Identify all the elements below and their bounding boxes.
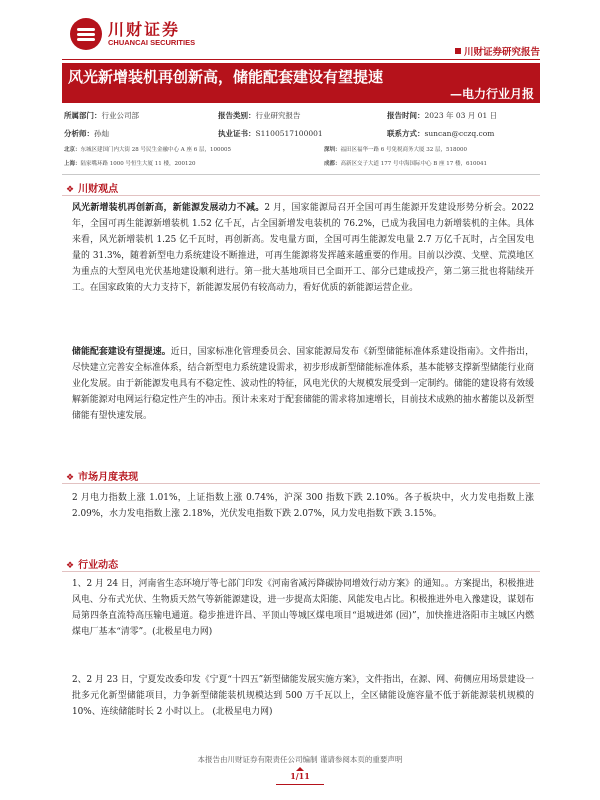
info-divider: [62, 174, 540, 175]
diamond-bullet-icon: ❖: [66, 473, 75, 483]
dept-value: 行业公司部: [101, 111, 139, 120]
section-divider: [62, 483, 540, 484]
industry-item-1: [72, 576, 534, 640]
views-paragraph-2: [72, 344, 534, 424]
report-subtitle: —电力行业月报: [449, 87, 534, 101]
report-title: 风光新增装机再创新高，储能配套建设有望提速: [68, 68, 384, 86]
section-heading-industry: [66, 556, 118, 571]
shanghai-value: 陆家嘴环路 1000 号恒生大厦 11 楼，200120: [80, 161, 196, 167]
square-bullet-icon: [455, 48, 461, 54]
page-number-text: 1/11: [290, 771, 310, 781]
contact-value[interactable]: suncan@cczq.com: [424, 129, 495, 138]
title-banner: [62, 63, 540, 103]
shenzhen-value: 福田区福华一路 6 号免税商务大厦 32 层，518000: [340, 147, 468, 153]
chengdu-address: [324, 159, 487, 167]
views-p2-body: 近日，国家标准化管理委员会、国家能源局发布《新型储能标准体系建设指南》。文件指出，尽快建立完善安全标准体系，结合新型电力系统建设需求，初步形成新型储能标准体系，基本能够支撑新型储能行业商业化发展。由于新能源发电具有不稳定性、波动性的特征，风电光伏的大规模发展受到一定制约。储能的建设将有效缓解新能源对电网运行稳定性产生的冲击。预计未来对于配套储能的需求将加速增长，目前技术成熟的抽水蓄能以及新型储能有望快速发展。: [72, 347, 535, 421]
market-body: 2 月电力指数上涨 1.01%，上证指数上涨 0.74%，沪深 300 指数下跌 2.10%。各子板块中，火力发电指数上涨 2.09%，水力发电指数上涨 2.18%，光伏发电指数下跌 2.07%，风力发电指数下跌 3.15%。: [72, 493, 534, 519]
header-divider: [62, 59, 540, 60]
cert-value: S1100517100001: [255, 129, 323, 138]
shanghai-label: 上海：: [64, 161, 81, 167]
diamond-bullet-icon: ❖: [66, 561, 75, 571]
industry-item-1-text: 1、2 月 24 日，河南省生态环境厅等七部门印发《河南省减污降碳协同增效行动方案》的通知。。方案提出，积极推进风电、分布式光伏、生物质天然气等新能源建设，进一步提高太阳能、风能发电占比。积极推进外电入豫建设，谋划布局第四条直流特高压输电通道。稳步推进许昌、平顶山等城区煤电项目“退城进郊 (园)”，加快推进洛阳市主城区内燃煤电厂基本“清零”。(北极星电力网): [72, 579, 534, 637]
dept-row: [64, 110, 139, 121]
type-value: 行业研究报告: [255, 111, 301, 120]
page-marker-icon: [296, 767, 304, 771]
header-tag: [455, 44, 540, 58]
company-logo-icon: [70, 18, 102, 50]
views-p1-body: 2 月，国家能源局召开全国可再生能源开发建设形势分析会。2022 年，全国可再生能源新增装机 1.52 亿千瓦，占全国新增发电装机的 76.2%，已成为我国电力新增装机的主体。具体来看，风光新增装机 1.25 亿千瓦时，再创新高。发电量方面，全国可再生能源发电量 2.7 万亿千瓦时，占全国发电量的 31.3%，随着新型电力系统建设不断推进，可再生能源将发挥越来越重要的作用。目前以沙漠、戈壁、荒漠地区为重点的大型风电光伏基地建设顺利进行。第一批大基地项目已全面开工、部分已建成投产，第二第三批也将陆续开工。在国家政策的大力支持下，新能源发展仍有较高动力，看好优质的新能源运营企业。: [72, 203, 534, 293]
views-p2-lead: 储能配套建设有望提速。: [72, 347, 171, 357]
contact-label: 联系方式：: [387, 129, 425, 138]
company-name-en: CHUANCAI SECURITIES: [108, 38, 196, 47]
section-heading-views: [66, 180, 118, 195]
footer-disclaimer: 本报告由川财证券有限责任公司编制 谨请参阅本页的重要声明: [197, 755, 403, 764]
shenzhen-address: [324, 145, 467, 153]
beijing-label: 北京：: [64, 147, 81, 153]
views-p1-lead: 风光新增装机再创新高，新能源发展动力不减。: [72, 203, 265, 213]
company-name-cn: 川财证券: [108, 20, 181, 39]
page-number: [276, 771, 324, 785]
header-tag-text: 川财证券研究报告: [463, 47, 540, 58]
type-row: [218, 110, 301, 121]
views-paragraph-1: [72, 200, 534, 296]
industry-item-2-text: 2、2 月 23 日，宁夏发改委印发《宁夏“十四五”新型储能发展实施方案》，文件指出，在源、网、荷侧应用场景建设一批多元化新型储能项目，力争新型储能装机规模达到 500 万千瓦以上，全区储能设施容量不低于新能源装机规模的 10%、连续储能时长 2 小时以上。 (北极星电力网): [72, 675, 534, 717]
report-header: [62, 16, 540, 58]
type-label: 报告类别：: [218, 111, 256, 120]
analyst-value: 孙灿: [94, 129, 109, 138]
page-number-underline: [276, 784, 324, 785]
industry-item-2: [72, 672, 534, 720]
cert-label: 执业证书：: [218, 129, 256, 138]
section-heading-market: [66, 468, 138, 483]
date-row: [387, 110, 497, 121]
analyst-row: [64, 128, 109, 139]
date-value: 2023 年 03 月 01 日: [424, 111, 498, 120]
analyst-label: 分析师：: [64, 129, 94, 138]
section-title-views: 川财观点: [78, 184, 119, 195]
diamond-bullet-icon: ❖: [66, 185, 75, 195]
shanghai-address: [64, 159, 196, 167]
contact-row: [387, 128, 494, 139]
chengdu-label: 成都：: [324, 161, 341, 167]
section-divider: [62, 571, 540, 572]
date-label: 报告时间：: [387, 111, 425, 120]
section-divider: [62, 195, 540, 196]
beijing-address: [64, 145, 231, 153]
beijing-value: 东城区建国门内大街 28 号民生金融中心 A 座 6 层，100005: [80, 147, 231, 153]
section-title-industry: 行业动态: [78, 560, 119, 571]
chengdu-value: 高新区交子大道 177 号中海国际中心 B 座 17 楼，610041: [340, 161, 488, 167]
market-paragraph: [72, 490, 534, 522]
section-title-market: 市场月度表现: [78, 472, 139, 483]
cert-row: [218, 128, 323, 139]
shenzhen-label: 深圳：: [324, 147, 341, 153]
dept-label: 所属部门：: [64, 111, 102, 120]
